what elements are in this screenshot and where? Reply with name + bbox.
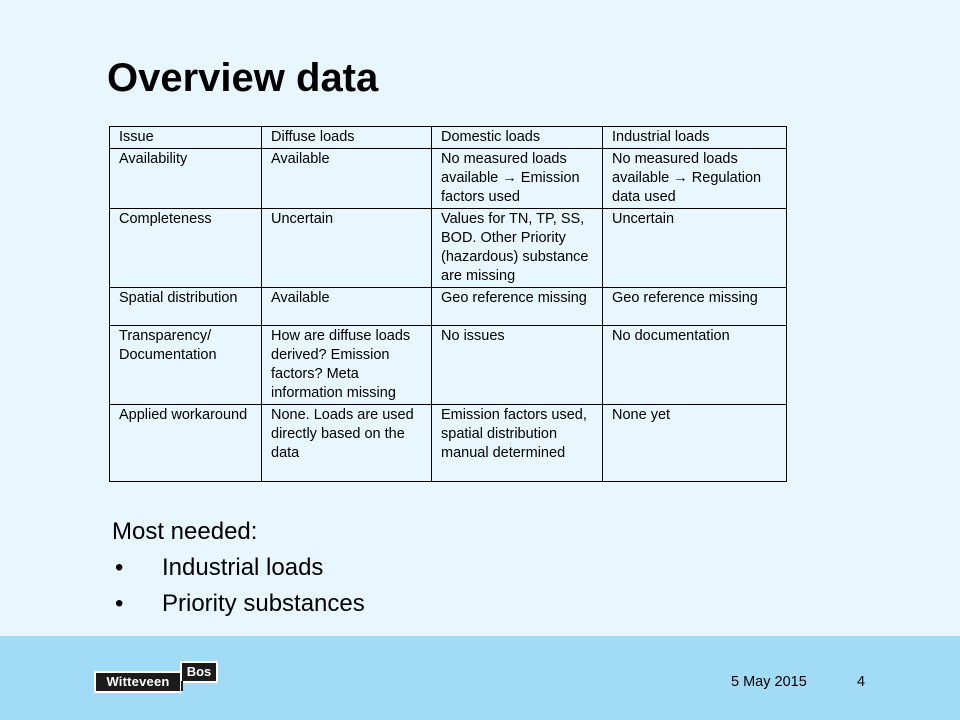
table-cell: No issues <box>432 326 603 405</box>
table-cell: Uncertain <box>603 209 787 288</box>
logo-bos: Bos <box>180 661 218 683</box>
logo-witteveen: Witteveen <box>94 671 182 693</box>
table-row <box>110 209 787 288</box>
header-cell: Industrial loads <box>603 127 787 149</box>
bullet-icon: • <box>115 554 124 581</box>
list-item-label: Priority substances <box>162 590 365 617</box>
header-cell: Issue <box>110 127 262 149</box>
list-item-label: Industrial loads <box>162 554 324 581</box>
table-cell: No measured loads available → Regulation data used <box>603 149 787 209</box>
table-cell: Geo reference missing <box>603 288 787 326</box>
logo-connector <box>181 681 183 691</box>
table-cell: None yet <box>603 405 787 482</box>
table-cell: Transparency/ Documentation <box>110 326 262 405</box>
list-item <box>112 586 365 622</box>
table-header-row <box>110 127 787 149</box>
table-cell: None. Loads are used directly based on the data <box>262 405 432 482</box>
table-cell: Emission factors used, spatial distribution manual determined <box>432 405 603 482</box>
table-cell: Uncertain <box>262 209 432 288</box>
table-cell: Geo reference missing <box>432 288 603 326</box>
table-cell: Values for TN, TP, SS, BOD. Other Priority (hazardous) substance are missing <box>432 209 603 288</box>
list-item <box>112 550 365 586</box>
table-cell: Spatial distribution <box>110 288 262 326</box>
table-cell: No measured loads available → Emission factors used <box>432 149 603 209</box>
table-cell: How are diffuse loads derived? Emission factors? Meta information missing <box>262 326 432 405</box>
slide-date: 5 May 2015 <box>731 674 807 690</box>
overview-table <box>109 126 787 482</box>
table-row <box>110 405 787 482</box>
most-needed-list <box>112 550 365 622</box>
most-needed-heading: Most needed: <box>112 518 258 545</box>
table-cell: No documentation <box>603 326 787 405</box>
table-cell: Available <box>262 149 432 209</box>
page-number: 4 <box>857 674 866 690</box>
table-cell: Availability <box>110 149 262 209</box>
bullet-icon: • <box>115 590 124 617</box>
table-cell: Completeness <box>110 209 262 288</box>
table-row <box>110 288 787 326</box>
header-cell: Domestic loads <box>432 127 603 149</box>
most-needed-section <box>112 514 365 622</box>
table-row <box>110 326 787 405</box>
table-cell: Available <box>262 288 432 326</box>
slide-title: Overview data <box>107 56 379 100</box>
table-row <box>110 149 787 209</box>
table-cell: Applied workaround <box>110 405 262 482</box>
header-cell: Diffuse loads <box>262 127 432 149</box>
company-logo <box>94 661 222 695</box>
